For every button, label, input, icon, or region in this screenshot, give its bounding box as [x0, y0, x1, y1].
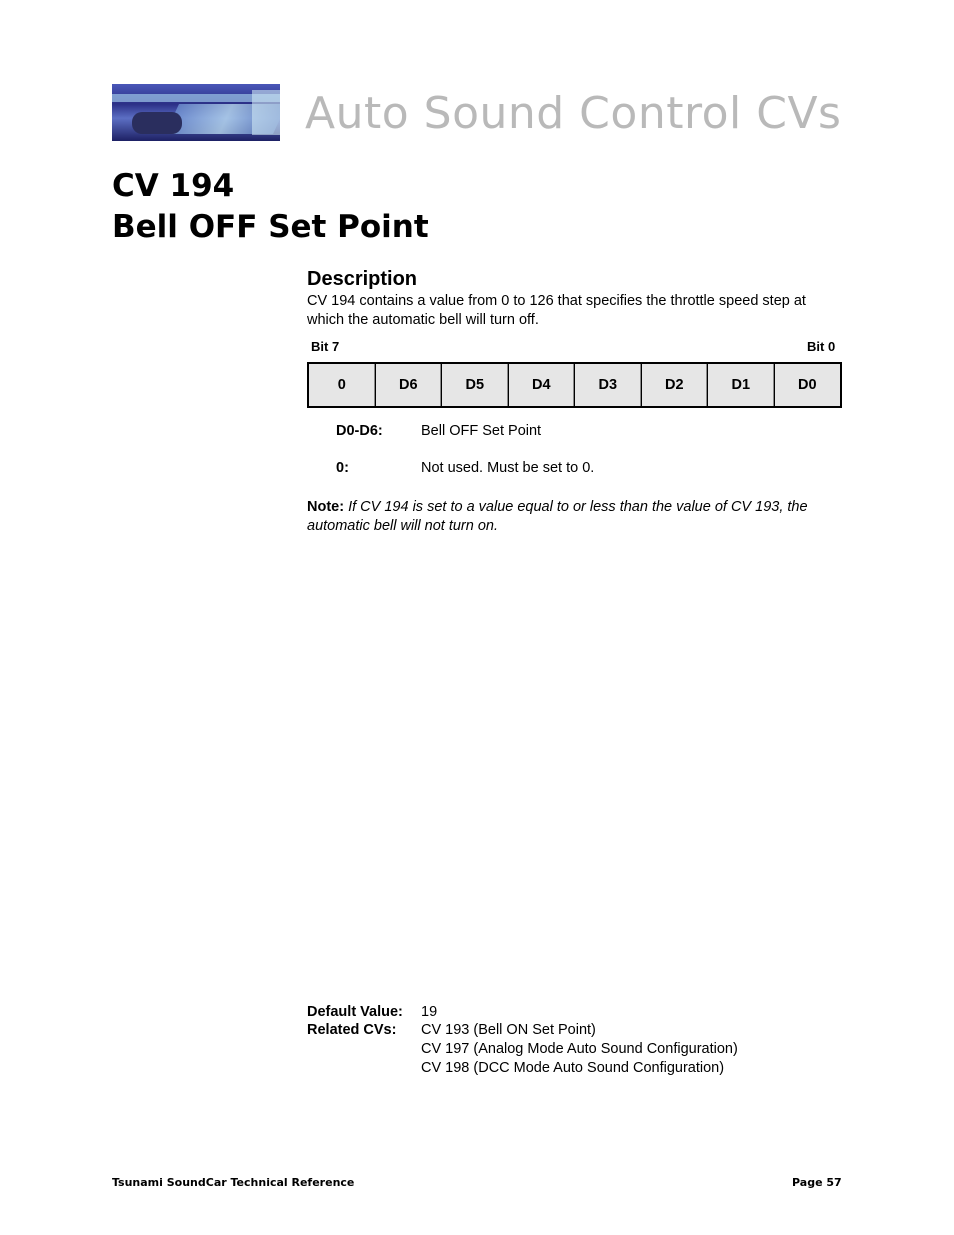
related-cv: CV 197 (Analog Mode Auto Sound Configuration)	[421, 1041, 738, 1057]
definition-key: D0-D6:	[336, 423, 383, 439]
description-heading: Description	[307, 268, 418, 290]
default-value: 19	[421, 1004, 438, 1020]
definition-value: Bell OFF Set Point	[421, 423, 542, 439]
related-cvs-label: Related CVs:	[307, 1022, 397, 1038]
bit-cell-1: D1	[708, 364, 775, 406]
note-text: If CV 194 is set to a value equal to or less than the value of CV 193, the automatic bell will not turn on.	[307, 499, 808, 534]
note-label: Note:	[307, 499, 345, 515]
bit-cell-3: D3	[575, 364, 642, 406]
bit-table	[307, 362, 842, 408]
related-cv: CV 193 (Bell ON Set Point)	[421, 1022, 596, 1038]
cv-name: Bell OFF Set Point	[112, 209, 429, 245]
definition-key: 0:	[336, 460, 349, 476]
bit-cell-6: D6	[376, 364, 443, 406]
bit0-label: Bit 0	[807, 339, 836, 354]
bit-cell-0: D0	[797, 377, 817, 393]
default-value-label: Default Value:	[307, 1004, 403, 1020]
related-cv: CV 198 (DCC Mode Auto Sound Configuration)	[421, 1060, 725, 1076]
bit-cell-7: 0	[309, 364, 376, 406]
section-title: Auto Sound Control CVs	[305, 88, 842, 139]
footer-title: Tsunami SoundCar Technical Reference	[112, 1176, 355, 1189]
note	[307, 498, 837, 536]
bit7-label: Bit 7	[311, 339, 340, 354]
cv-title	[112, 166, 429, 248]
definition-value: Not used. Must be set to 0.	[421, 460, 595, 476]
cv-number: CV 194	[112, 168, 235, 204]
page-number: Page 57	[792, 1176, 842, 1189]
bit-cell-2: D2	[642, 364, 709, 406]
bit-cell-5: D5	[442, 364, 509, 406]
header-photo	[112, 84, 280, 141]
bit-cell-4: D4	[509, 364, 576, 406]
description-text: CV 194 contains a value from 0 to 126 that specifies the throttle speed step at which the automatic bell will turn off.	[307, 293, 806, 328]
